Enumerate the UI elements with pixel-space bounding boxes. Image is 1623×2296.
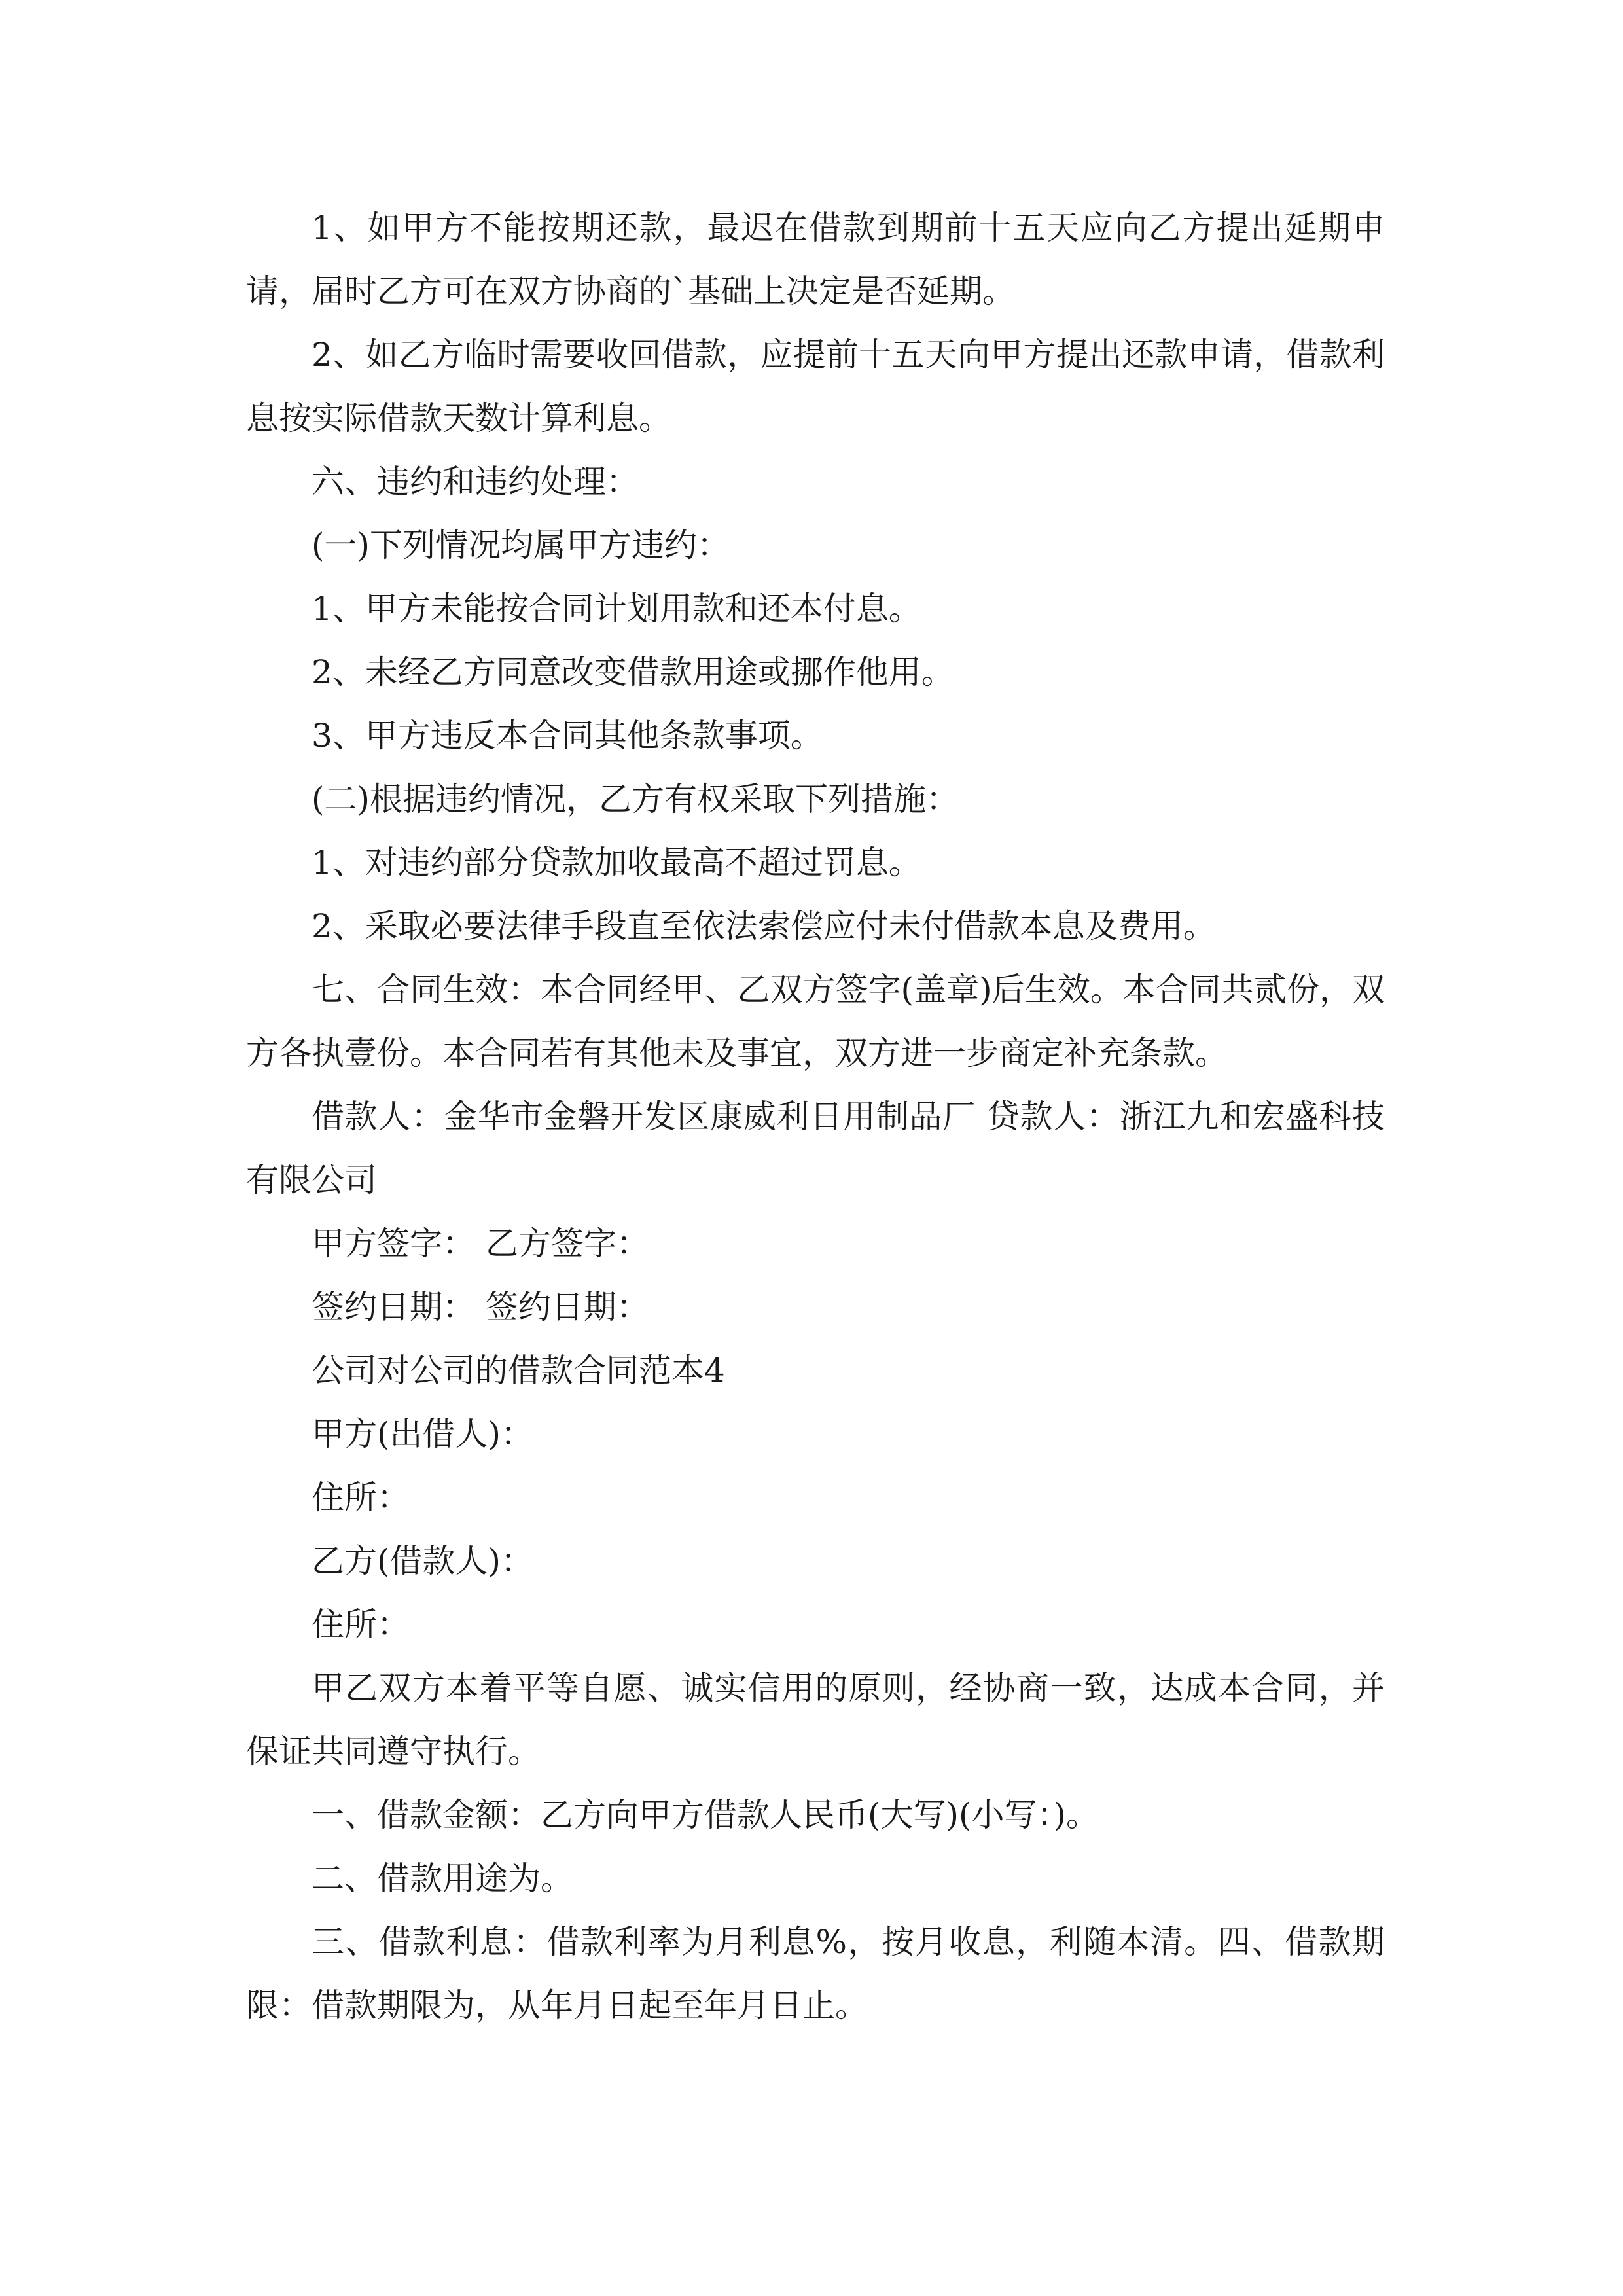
party-a-address: 住所：	[312, 1479, 410, 1516]
agreement-principle: 甲乙双方本着平等自愿、诚实信用的原则，经协商一致，达成本合同，并保证共同遵守执行。	[246, 1669, 1385, 1770]
contract-template-title: 公司对公司的借款合同范本4	[312, 1352, 725, 1390]
paragraph-extension-request: 1、如甲方不能按期还款，最迟在借款到期前十五天应向乙方提出延期申请，届时乙方可在双方协商的`基础上决定是否延期。	[246, 209, 1385, 310]
breach-item-1: 1、甲方未能按合同计划用款和还本付息。	[312, 590, 921, 628]
party-a-lender: 甲方(出借人)：	[312, 1415, 534, 1453]
subsection-breach-cases: (一)下列情况均属甲方违约：	[312, 526, 730, 564]
signing-date-line: 签约日期： 签约日期：	[312, 1288, 649, 1326]
clause-interest-and-term: 三、借款利息：借款利率为月利息%，按月收息，利随本清。四、借款期限：借款期限为，从年月日起至年月日止。	[246, 1923, 1385, 2024]
clause-loan-amount: 一、借款金额：乙方向甲方借款人民币(大写)(小写：)。	[312, 1796, 1099, 1834]
section-effectiveness: 七、合同生效：本合同经甲、乙双方签字(盖章)后生效。本合同共贰份，双方各执壹份。本合同若有其他未及事宜，双方进一步商定补充条款。	[246, 971, 1385, 1072]
paragraph-early-recall: 2、如乙方临时需要收回借款，应提前十五天向甲方提出还款申请，借款利息按实际借款天数计算利息。	[246, 336, 1385, 437]
party-b-borrower: 乙方(借款人)：	[312, 1542, 534, 1580]
breach-item-3: 3、甲方违反本合同其他条款事项。	[312, 717, 823, 755]
breach-item-2: 2、未经乙方同意改变借款用途或挪作他用。	[312, 653, 954, 691]
clause-loan-purpose: 二、借款用途为。	[312, 1859, 573, 1897]
signature-line: 甲方签字： 乙方签字：	[312, 1225, 649, 1263]
remedy-item-2: 2、采取必要法律手段直至依法索偿应付未付借款本息及费用。	[312, 907, 1216, 945]
remedy-item-1: 1、对违约部分贷款加收最高不超过罚息。	[312, 844, 921, 882]
subsection-remedies: (二)根据违约情况，乙方有权采取下列措施：	[312, 780, 959, 818]
parties-line: 借款人：金华市金磐开发区康威利日用制品厂 贷款人：浙江九和宏盛科技有限公司	[246, 1098, 1385, 1199]
document-body	[246, 196, 1385, 2037]
section-heading-breach: 六、违约和违约处理：	[312, 463, 639, 501]
party-b-address: 住所：	[312, 1605, 410, 1643]
